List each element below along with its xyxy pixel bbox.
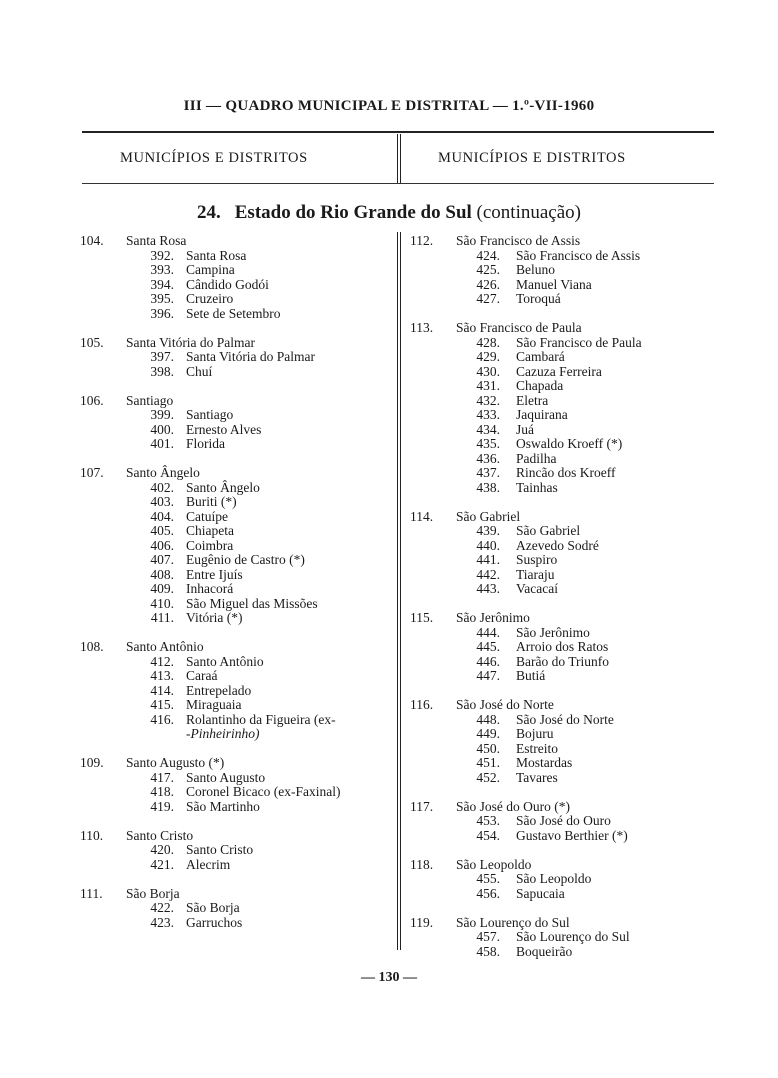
municipality-number: 117.: [410, 798, 434, 814]
district-row: [410, 539, 710, 554]
municipality-number: 106.: [80, 392, 104, 408]
district-name: São Borja: [186, 900, 240, 915]
municipality-number: 105.: [80, 334, 104, 350]
district-name: Cazuza Ferreira: [516, 363, 602, 379]
column-heading-left: MUNICÍPIOS E DISTRITOS: [120, 150, 308, 166]
district-name: -Pinheirinho): [186, 726, 260, 741]
district-name: Catuípe: [186, 508, 228, 524]
district-row: [410, 887, 710, 902]
municipality-name: Santo Augusto (*): [126, 755, 225, 770]
district-row: [80, 582, 392, 597]
municipality-row: [410, 858, 710, 873]
district-row: [80, 568, 392, 583]
municipality-row: [80, 829, 392, 844]
district-number: 422.: [150, 900, 174, 915]
district-number: 411.: [150, 610, 174, 625]
district-number: 458.: [476, 943, 500, 959]
district-number: 407.: [150, 552, 174, 567]
district-number: 441.: [476, 552, 500, 567]
district-row: [80, 263, 392, 278]
municipality-number: 111.: [80, 885, 103, 901]
district-name: Eletra: [516, 392, 549, 408]
municipality-name: São Jerônimo: [456, 610, 530, 625]
district-number: 405.: [150, 523, 174, 538]
district-name: Garruchos: [186, 914, 243, 930]
district-row: [410, 365, 710, 380]
municipality-name: Santo Antônio: [126, 639, 204, 654]
district-number: 401.: [150, 436, 174, 451]
district-number: 435.: [476, 436, 500, 451]
municipality-row: [80, 336, 392, 351]
district-row: [410, 292, 710, 307]
municipality-number: 113.: [410, 320, 434, 335]
district-number: 395.: [150, 291, 174, 306]
district-row: [80, 249, 392, 264]
district-name: São Jerônimo: [516, 624, 590, 640]
district-number: 409.: [150, 581, 174, 596]
district-name: Santa Rosa: [186, 247, 247, 263]
district-name: Manuel Viana: [516, 276, 592, 292]
district-number: 442.: [476, 566, 500, 582]
state-name: Estado do Rio Grande do Sul: [234, 202, 472, 223]
municipality-name: São José do Norte: [456, 697, 554, 712]
district-number: 447.: [476, 668, 500, 683]
district-number: 397.: [150, 349, 174, 364]
district-name: São Leopoldo: [516, 871, 592, 886]
district-row: [80, 481, 392, 496]
district-row: [80, 713, 392, 728]
municipality-name: São Borja: [126, 885, 180, 901]
municipality-entry: [80, 394, 392, 452]
district-number: 453.: [476, 813, 500, 828]
district-name: São Francisco de Assis: [516, 247, 641, 263]
district-name: Tiaraju: [516, 566, 555, 582]
municipality-name: Santiago: [126, 392, 174, 408]
district-row: [80, 771, 392, 786]
district-row: [80, 698, 392, 713]
district-row: [80, 423, 392, 438]
district-row: [80, 800, 392, 815]
district-name: Cruzeiro: [186, 291, 234, 306]
district-row: [410, 452, 710, 467]
district-number: 429.: [476, 349, 500, 364]
district-number: 414.: [150, 682, 174, 698]
district-row: [80, 539, 392, 554]
district-row: [410, 771, 710, 786]
district-name: Sapucaia: [516, 885, 565, 901]
district-row: [410, 626, 710, 641]
district-number: 450.: [476, 740, 500, 756]
district-number: 412.: [150, 653, 174, 669]
district-number: 426.: [476, 276, 500, 292]
district-number: 433.: [476, 407, 500, 422]
district-name: Cândido Godói: [186, 276, 269, 292]
district-number: 446.: [476, 653, 500, 669]
municipality-number: 107.: [80, 465, 104, 480]
district-number: 396.: [150, 305, 174, 321]
page-number: — 130 —: [361, 970, 417, 985]
municipality-row: [410, 916, 710, 931]
district-row: [80, 553, 392, 568]
municipality-row: [410, 234, 710, 249]
district-row: [410, 742, 710, 757]
municipality-name: Santa Rosa: [126, 233, 187, 248]
district-number: 425.: [476, 262, 500, 277]
municipality-name: São Lourenço do Sul: [456, 914, 570, 930]
district-number: 421.: [150, 856, 174, 872]
district-row: [80, 727, 392, 742]
municipality-entry: [80, 756, 392, 814]
district-row: [410, 640, 710, 655]
district-row: [80, 278, 392, 293]
district-name: Alecrim: [186, 856, 231, 872]
district-number: 420.: [150, 842, 174, 857]
municipality-entry: [410, 510, 710, 597]
district-number: 455.: [476, 871, 500, 886]
district-row: [80, 611, 392, 626]
district-number: 428.: [476, 334, 500, 350]
municipality-row: [410, 510, 710, 525]
district-number: 451.: [476, 755, 500, 770]
district-name: Santa Vitória do Palmar: [186, 349, 316, 364]
state-title: [0, 202, 778, 224]
municipality-entry: [80, 887, 392, 931]
district-row: [80, 365, 392, 380]
district-name: Santo Ângelo: [186, 479, 260, 495]
district-name: São Gabriel: [516, 523, 581, 538]
district-number: 415.: [150, 697, 174, 712]
state-number: 24.: [197, 202, 221, 223]
district-name: Estreito: [516, 740, 558, 756]
district-row: [80, 437, 392, 452]
district-row: [410, 408, 710, 423]
district-name: Toroquá: [516, 291, 561, 306]
district-name: São José do Ouro: [516, 813, 611, 828]
municipality-number: 109.: [80, 755, 104, 770]
municipality-name: Santo Cristo: [126, 827, 194, 843]
district-name: Rolantinho da Figueira (ex-: [186, 711, 336, 727]
district-number: 417.: [150, 769, 174, 785]
municipality-row: [80, 640, 392, 655]
district-row: [410, 713, 710, 728]
district-number: 434.: [476, 421, 500, 437]
district-row: [80, 408, 392, 423]
district-row: [410, 727, 710, 742]
district-row: [80, 495, 392, 510]
district-number: 448.: [476, 711, 500, 727]
district-name: Juá: [516, 421, 534, 437]
district-number: 443.: [476, 581, 500, 596]
district-number: 457.: [476, 929, 500, 944]
district-number: 404.: [150, 508, 174, 524]
district-row: [80, 669, 392, 684]
municipality-entry: [410, 800, 710, 844]
district-row: [80, 597, 392, 612]
district-number: 406.: [150, 537, 174, 553]
district-row: [410, 930, 710, 945]
district-row: [410, 553, 710, 568]
district-name: Vitória (*): [186, 610, 243, 625]
municipality-entry: [80, 336, 392, 380]
district-name: Santo Cristo: [186, 842, 254, 857]
district-row: [80, 843, 392, 858]
district-row: [80, 307, 392, 322]
district-number: 456.: [476, 885, 500, 901]
district-row: [80, 901, 392, 916]
municipality-name: Santo Ângelo: [126, 465, 200, 480]
district-number: 399.: [150, 407, 174, 422]
district-number: 403.: [150, 494, 174, 509]
district-name: Boqueirão: [516, 943, 573, 959]
district-number: 449.: [476, 726, 500, 741]
district-number: 393.: [150, 262, 174, 277]
district-number: 452.: [476, 769, 500, 785]
state-suffix: (continuação): [476, 202, 581, 223]
municipality-name: São Francisco de Paula: [456, 320, 582, 335]
district-name: Florida: [186, 436, 225, 451]
district-row: [80, 655, 392, 670]
district-name: Eugênio de Castro (*): [186, 552, 305, 567]
district-name: Inhacorá: [186, 581, 234, 596]
district-row: [80, 916, 392, 931]
district-number: 432.: [476, 392, 500, 408]
district-name: Entrepelado: [186, 682, 252, 698]
district-number: 413.: [150, 668, 174, 683]
municipality-number: 115.: [410, 610, 434, 625]
district-number: 400.: [150, 421, 174, 437]
district-name: Sete de Setembro: [186, 305, 281, 321]
municipality-entry: [410, 234, 710, 307]
header-top-rule: [82, 131, 714, 133]
district-row: [80, 292, 392, 307]
district-number: 394.: [150, 276, 174, 292]
municipality-number: 114.: [410, 508, 434, 524]
district-name: Oswaldo Kroeff (*): [516, 436, 623, 451]
district-number: 392.: [150, 247, 174, 263]
district-row: [410, 945, 710, 960]
municipality-row: [80, 887, 392, 902]
municipality-row: [410, 321, 710, 336]
municipality-entry: [410, 611, 710, 684]
municipality-entry: [410, 321, 710, 495]
district-name: Miraguaia: [186, 697, 242, 712]
district-name: Mostardas: [516, 755, 573, 770]
district-number: 454.: [476, 827, 500, 843]
column-heading-right: MUNICÍPIOS E DISTRITOS: [438, 150, 626, 166]
district-name: Arroio dos Ratos: [516, 639, 609, 654]
district-number: 430.: [476, 363, 500, 379]
municipality-name: São Gabriel: [456, 508, 521, 524]
municipality-row: [410, 698, 710, 713]
municipality-row: [410, 800, 710, 815]
district-name: São Francisco de Paula: [516, 334, 642, 350]
district-name: Vacacaí: [516, 581, 558, 596]
district-name: Chuí: [186, 363, 213, 379]
district-name: Beluno: [516, 262, 555, 277]
district-number: 419.: [150, 798, 174, 814]
district-name: Bojuru: [516, 726, 554, 741]
municipality-row: [410, 611, 710, 626]
district-name: Azevedo Sodré: [516, 537, 599, 553]
municipality-list-left: [80, 234, 392, 945]
municipality-entry: [410, 698, 710, 785]
district-number: 427.: [476, 291, 500, 306]
municipality-name: São José do Ouro (*): [456, 798, 570, 814]
district-row: [80, 524, 392, 539]
district-number: 440.: [476, 537, 500, 553]
district-row: [80, 684, 392, 699]
municipality-entry: [80, 829, 392, 873]
municipality-number: 108.: [80, 639, 104, 654]
district-row: [410, 263, 710, 278]
district-name: São Lourenço do Sul: [516, 929, 630, 944]
municipality-row: [80, 756, 392, 771]
municipality-name: São Leopoldo: [456, 856, 532, 872]
municipality-number: 110.: [80, 827, 104, 843]
district-name: Cambará: [516, 349, 565, 364]
municipality-entry: [80, 234, 392, 321]
district-number: 410.: [150, 595, 174, 611]
district-number: 445.: [476, 639, 500, 654]
district-number: 444.: [476, 624, 500, 640]
district-name: Coimbra: [186, 537, 234, 553]
district-name: Tainhas: [516, 479, 558, 495]
district-name: Entre Ijuís: [186, 566, 243, 582]
district-number: 424.: [476, 247, 500, 263]
district-row: [410, 466, 710, 481]
district-name: Caraá: [186, 668, 218, 683]
district-number: 431.: [476, 378, 500, 393]
municipality-entry: [410, 858, 710, 902]
municipality-row: [80, 466, 392, 481]
municipality-entry: [410, 916, 710, 960]
header-bottom-rule: [82, 183, 714, 184]
district-row: [410, 669, 710, 684]
district-name: São José do Norte: [516, 711, 614, 727]
municipality-number: 118.: [410, 856, 434, 872]
district-name: Chapada: [516, 378, 564, 393]
district-number: 437.: [476, 465, 500, 480]
district-name: Suspiro: [516, 552, 558, 567]
municipality-name: São Francisco de Assis: [456, 233, 581, 248]
district-row: [80, 510, 392, 525]
district-row: [410, 336, 710, 351]
district-name: Tavares: [516, 769, 558, 785]
page-header: III — QUADRO MUNICIPAL E DISTRITAL — 1.º-VII-1960: [183, 98, 595, 114]
municipality-number: 119.: [410, 914, 434, 930]
district-number: 418.: [150, 784, 174, 799]
district-row: [410, 568, 710, 583]
district-name: Gustavo Berthier (*): [516, 827, 628, 843]
district-name: Santo Augusto: [186, 769, 266, 785]
district-name: Butiá: [516, 668, 546, 683]
district-name: Santo Antônio: [186, 653, 264, 669]
district-row: [410, 278, 710, 293]
district-number: 416.: [150, 711, 174, 727]
column-divider-body: [397, 232, 401, 950]
district-row: [410, 249, 710, 264]
district-name: São Miguel das Missões: [186, 595, 318, 611]
district-row: [410, 481, 710, 496]
district-row: [410, 756, 710, 771]
district-row: [80, 785, 392, 800]
district-row: [80, 350, 392, 365]
district-name: Santiago: [186, 407, 234, 422]
district-row: [410, 814, 710, 829]
municipality-number: 104.: [80, 233, 104, 248]
column-divider-header: [397, 134, 401, 183]
district-row: [410, 394, 710, 409]
district-name: Rincão dos Kroeff: [516, 465, 616, 480]
district-name: Jaquirana: [516, 407, 568, 422]
municipality-row: [80, 234, 392, 249]
district-row: [410, 350, 710, 365]
district-row: [410, 872, 710, 887]
district-name: Chiapeta: [186, 523, 234, 538]
district-name: Padilha: [516, 450, 557, 466]
district-row: [410, 524, 710, 539]
district-number: 402.: [150, 479, 174, 495]
district-row: [410, 829, 710, 844]
district-row: [410, 423, 710, 438]
district-row: [80, 858, 392, 873]
district-name: Campina: [186, 262, 235, 277]
district-number: 408.: [150, 566, 174, 582]
district-number: 438.: [476, 479, 500, 495]
district-row: [410, 582, 710, 597]
municipality-entry: [80, 466, 392, 626]
municipality-name: Santa Vitória do Palmar: [126, 334, 256, 350]
district-number: 398.: [150, 363, 174, 379]
district-row: [410, 379, 710, 394]
district-name: Buriti (*): [186, 494, 237, 509]
district-name: São Martinho: [186, 798, 260, 814]
district-row: [410, 655, 710, 670]
district-name: Barão do Triunfo: [516, 653, 610, 669]
district-row: [410, 437, 710, 452]
district-name: Ernesto Alves: [186, 421, 262, 437]
district-number: 436.: [476, 450, 500, 466]
municipality-entry: [80, 640, 392, 742]
district-number: 439.: [476, 523, 500, 538]
municipality-number: 116.: [410, 697, 434, 712]
municipality-number: 112.: [410, 233, 434, 248]
municipality-row: [80, 394, 392, 409]
district-name: Coronel Bicaco (ex-Faxinal): [186, 784, 341, 799]
district-number: 423.: [150, 914, 174, 930]
municipality-list-right: [410, 234, 710, 974]
